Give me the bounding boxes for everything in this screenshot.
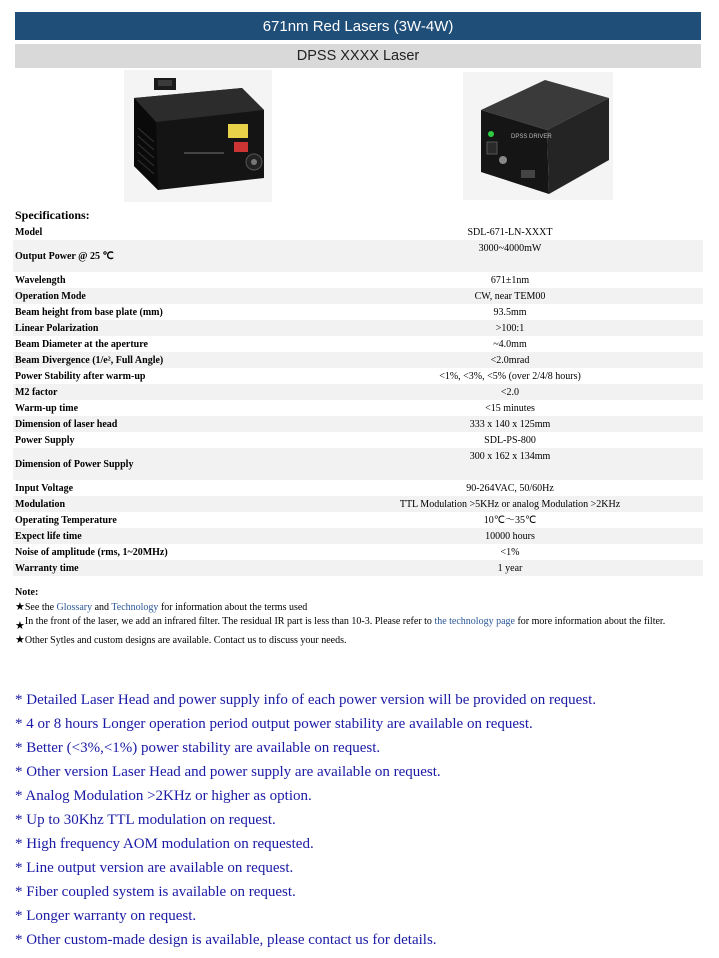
list-item: * Fiber coupled system is available on request. [15,884,296,900]
spec-label: Wavelength [15,274,66,286]
spec-value: SDL-PS-800 [484,434,536,446]
table-row [13,480,703,496]
spec-value: <15 minutes [485,402,535,414]
table-row [13,384,703,400]
spec-label: Model [15,226,43,238]
spec-label: Modulation [15,498,66,510]
spec-label: Output Power @ 25 ℃ [15,250,114,262]
spec-label: Input Voltage [15,482,74,494]
spec-value: SDL-671-LN-XXXT [467,226,553,238]
spec-label: Dimension of Power Supply [15,458,134,470]
spec-value: 3000~4000mW [478,243,542,254]
spec-label: Expect life time [15,530,82,542]
list-item: * Other custom-made design is available, please contact us for details. [15,932,437,948]
spec-label: Operating Temperature [15,514,117,526]
technology-page-link[interactable]: the technology page [434,616,515,627]
spec-value: >100:1 [495,322,525,334]
spec-value: 671±1nm [490,274,530,286]
list-item: * Longer warranty on request. [15,908,197,924]
table-row [13,288,703,304]
table-row [13,272,703,288]
table-row [13,560,703,576]
power-supply-image [463,72,613,200]
table-row [13,448,703,480]
spec-value: 333 x 140 x 125mm [469,418,551,430]
spec-value: <1% [500,546,520,558]
spec-label: Linear Polarization [15,322,99,334]
spec-label: Dimension of laser head [15,418,118,430]
spec-value: CW, near TEM00 [474,290,546,302]
list-item: * Up to 30Khz TTL modulation on request. [15,812,276,828]
table-row [13,240,703,272]
driver-label: DPSS DRIVER [511,134,552,140]
star-icon: ★ [15,620,25,632]
spec-label: Warm-up time [15,402,79,414]
technology-link[interactable]: Technology [111,602,159,613]
table-row [13,304,703,320]
star-icon: ★ [15,634,25,646]
spec-value: ~4.0mm [493,338,527,350]
table-row [13,320,703,336]
note-glossary: ★See the Glossary and Technology for information about the terms used [15,601,308,613]
spec-value: <2.0mrad [490,354,530,366]
spec-label: Power Stability after warm-up [15,370,146,382]
table-row [13,368,703,384]
table-row [13,224,703,240]
spec-value: 1 year [497,562,523,574]
spec-label: Beam height from base plate (mm) [15,306,163,318]
spec-label: Power Supply [15,434,75,446]
table-row [13,400,703,416]
table-row [13,352,703,368]
note-custom-designs: ★Other Sytles and custom designs are available. Contact us to discuss your needs. [15,634,347,646]
star-icon: ★ [15,601,25,613]
list-item: * 4 or 8 hours Longer operation period output power stability are available on request. [15,716,533,732]
table-row [13,336,703,352]
table-row [13,512,703,528]
laser-head-image [124,70,272,202]
spec-value: TTL Modulation >5KHz or analog Modulation >2KHz [399,498,621,510]
notes-section [15,586,695,648]
spec-label: Operation Mode [15,290,86,302]
additional-options-list [15,688,705,952]
spec-value: 10000 hours [485,530,535,542]
list-item: * Other version Laser Head and power supply are available on request. [15,764,441,780]
glossary-link[interactable]: Glossary [56,602,93,613]
spec-label: Noise of amplitude (rms, 1~20MHz) [15,546,168,558]
specifications-heading: Specifications: [15,208,90,222]
note-infrared-filter: ★ In the front of the laser, we add an infrared filter. The residual IR part is less than 10-3. Please refer to the technology page for more information about the filter. [15,616,666,632]
spec-label: Warranty time [15,562,79,574]
spec-value: <2.0 [500,386,520,398]
table-row [13,416,703,432]
table-row [13,544,703,560]
spec-label: M2 factor [15,386,58,398]
spec-label: Beam Diameter at the aperture [15,338,148,350]
spec-value: 90-264VAC, 50/60Hz [466,482,554,494]
spec-label: Beam Divergence (1/e², Full Angle) [15,354,164,366]
table-row [13,496,703,512]
spec-value: <1%, <3%, <5% (over 2/4/8 hours) [439,370,581,382]
list-item: * High frequency AOM modulation on requested. [15,836,314,852]
list-item: * Better (<3%,<1%) power stability are available on request. [15,740,381,756]
spec-value: 300 x 162 x 134mm [469,451,551,462]
table-row [13,432,703,448]
spec-value: 10℃～35℃ [483,514,537,526]
list-item: * Detailed Laser Head and power supply info of each power version will be provided on request. [15,692,597,708]
page-title: 671nm Red Lasers (3W-4W) [15,12,701,40]
notes-heading: Note: [15,587,39,598]
list-item: * Analog Modulation >2KHz or higher as option. [15,788,312,804]
table-row [13,528,703,544]
specifications-table [13,224,703,576]
list-item: * Line output version are available on request. [15,860,294,876]
product-subtitle: DPSS XXXX Laser [15,44,701,68]
spec-value: 93.5mm [493,306,527,318]
